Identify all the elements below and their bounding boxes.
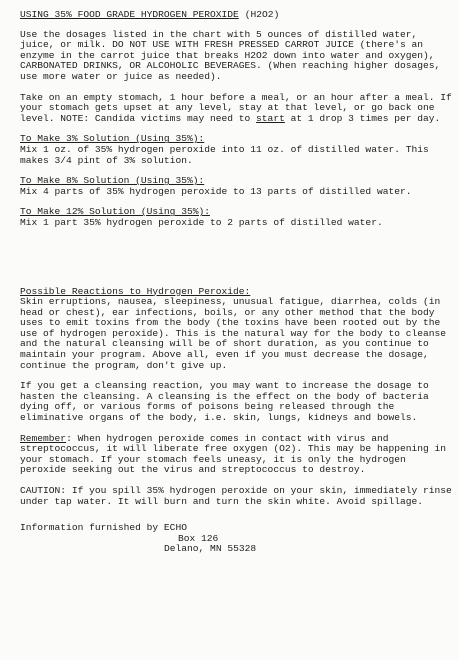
timing-text-2: at 1 drop 3 times per day. — [284, 112, 441, 124]
document-title — [20, 10, 452, 21]
blank-gap — [20, 239, 452, 287]
signature-block — [20, 523, 452, 555]
reactions-body: Skin erruptions, nausea, sleepiness, unusual fatigue, diarrhea, colds (in head or chest), ear infections, boils, or any other method that the body uses to emit toxins from the body (the toxins have been rooted out by the use of hydrogen peroxide). This is the natural way for the body to cleanse and the natural cleansing will be of short duration, as you continue to maintain your program. Above all, even if you must decrease the dosage, continue the program, don't give up. — [20, 296, 447, 371]
solution-3-section — [20, 134, 452, 166]
solution-8-section — [20, 176, 452, 197]
sig-line-2: Box 126 — [178, 532, 219, 544]
solution-8-heading: To Make 8% Solution (Using 35%): — [20, 175, 205, 187]
cleansing-paragraph: If you get a cleansing reaction, you may want to increase the dosage to hasten the cleansing. A cleansing is the effect on the body of bacteria dying off, or various forms of poisons being released through the eliminative organs of the body, i.e. skin, lungs, kidneys and bowels. — [20, 380, 429, 424]
title-text: USING 35% FOOD GRADE HYDROGEN PEROXIDE — [20, 9, 239, 20]
solution-12-heading: To Make 12% Solution (Using 35%): — [20, 206, 210, 218]
solution-12-section — [20, 207, 452, 228]
sig-line-3: Delano, MN 55328 — [164, 543, 257, 555]
remember-paragraph — [20, 434, 452, 476]
solution-12-body: Mix 1 part 35% hydrogen peroxide to 2 parts of distilled water. — [20, 216, 383, 228]
document-page — [20, 10, 452, 555]
solution-8-body: Mix 4 parts of 35% hydrogen peroxide to 13 parts of distilled water. — [20, 185, 412, 197]
timing-start-word: start — [256, 112, 285, 124]
reactions-section — [20, 287, 452, 372]
solution-3-body: Mix 1 oz. of 35% hydrogen peroxide into 11 oz. of distilled water. This makes 3/4 pint of 3% solution. — [20, 143, 429, 166]
timing-paragraph — [20, 93, 452, 125]
sig-line-1: Information furnished by ECHO — [20, 522, 187, 534]
timing-text-1: Take on an empty stomach, 1 hour before a meal, or an hour after a meal. If your stomach gets upset at any level, stay at that level, or go back one level. NOTE: Candida victims may need to — [20, 91, 452, 124]
intro-paragraph: Use the dosages listed in the chart with 5 ounces of distilled water, juice, or milk. DO NOT USE WITH FRESH PRESSED CARROT JUICE (there's an enzyme in the carrot juice that breaks H2O2 down into water and oxygen), CARBONATED DRINKS, OR ALCOHOLIC BEVERAGES. (When reaching higher dosages, use more water or juice as needed). — [20, 28, 441, 82]
solution-3-heading: To Make 3% Solution (Using 35%): — [20, 133, 205, 145]
remember-body: : When hydrogen peroxide comes in contact with virus and streptococcus, it will liberate free oxygen (O2). This may be happening in your stomach. If your stomach feels uneasy, it is only the hydrogen peroxide seeking out the virus and streptococcus to destroy. — [20, 432, 447, 476]
title-formula: (H2O2) — [244, 9, 280, 20]
reactions-heading: Possible Reactions to Hydrogen Peroxide: — [20, 285, 251, 297]
remember-label: Remember — [20, 432, 67, 444]
caution-paragraph: CAUTION: If you spill 35% hydrogen peroxide on your skin, immediately rinse under tap water. It will burn and turn the skin white. Avoid spillage. — [20, 485, 452, 507]
